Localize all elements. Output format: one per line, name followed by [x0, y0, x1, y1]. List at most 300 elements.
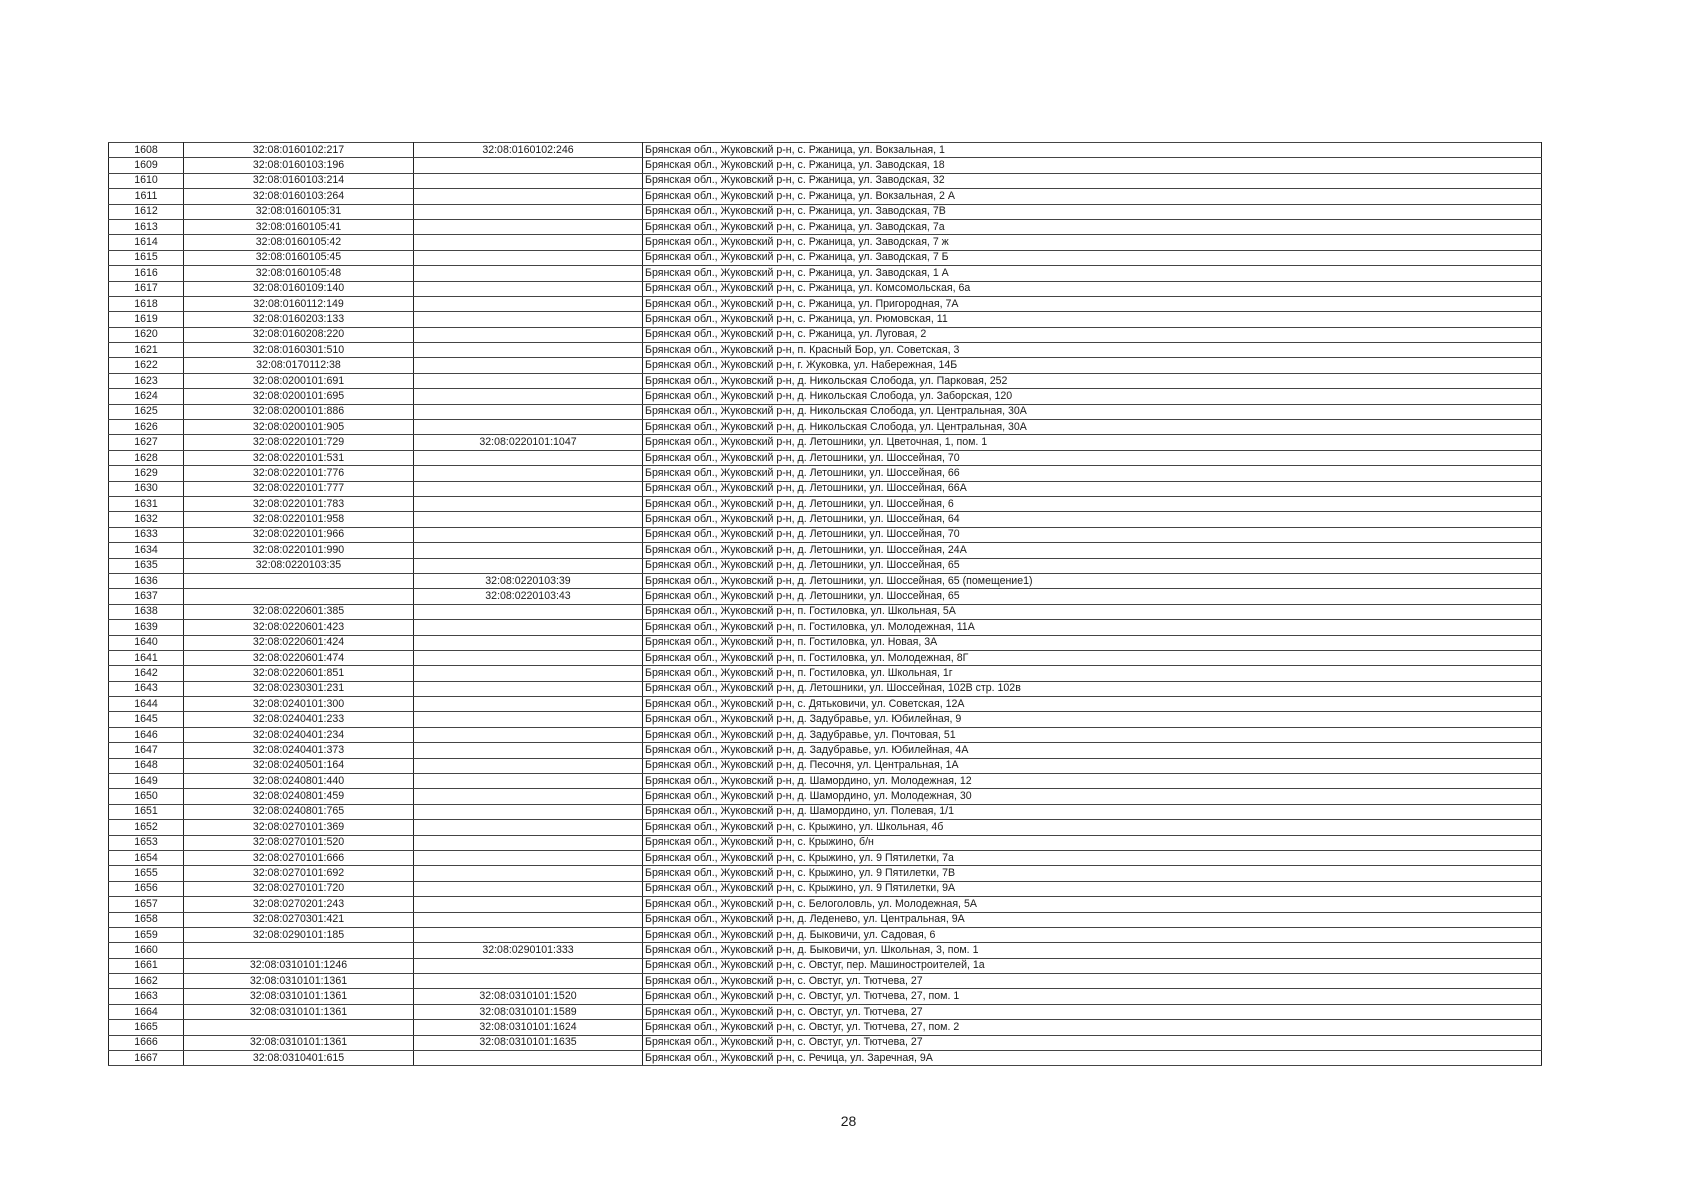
row-number-cell: 1609: [109, 158, 184, 173]
row-number-cell: 1631: [109, 496, 184, 511]
table-row: [109, 204, 1542, 219]
premises-cadastral-number-cell: [414, 897, 643, 912]
premises-cadastral-number-cell: [414, 543, 643, 558]
cadastral-number-cell: 32:08:0240401:233: [184, 712, 414, 727]
table-row: [109, 774, 1542, 789]
row-number-cell: 1640: [109, 635, 184, 650]
address-cell: Брянская обл., Жуковский р-н, д. Летошники, ул. Шоссейная, 66: [643, 466, 1542, 481]
address-cell: Брянская обл., Жуковский р-н, д. Шамордино, ул. Молодежная, 12: [643, 774, 1542, 789]
table-row: [109, 743, 1542, 758]
table-row: [109, 527, 1542, 542]
cadastral-number-cell: 32:08:0270101:720: [184, 881, 414, 896]
table-row: [109, 1004, 1542, 1019]
table-row: [109, 1020, 1542, 1035]
property-table: [108, 142, 1542, 1066]
premises-cadastral-number-cell: [414, 250, 643, 265]
cadastral-number-cell: [184, 1020, 414, 1035]
row-number-cell: 1664: [109, 1004, 184, 1019]
premises-cadastral-number-cell: [414, 1051, 643, 1066]
cadastral-number-cell: 32:08:0220101:777: [184, 481, 414, 496]
row-number-cell: 1636: [109, 573, 184, 588]
premises-cadastral-number-cell: [414, 681, 643, 696]
address-cell: Брянская обл., Жуковский р-н, с. Овстуг, пер. Машиностроителей, 1а: [643, 958, 1542, 973]
table-row: [109, 173, 1542, 188]
address-cell: Брянская обл., Жуковский р-н, с. Крыжино, ул. Школьная, 4б: [643, 820, 1542, 835]
address-cell: Брянская обл., Жуковский р-н, д. Летошники, ул. Шоссейная, 64: [643, 512, 1542, 527]
premises-cadastral-number-cell: [414, 358, 643, 373]
cadastral-number-cell: 32:08:0240101:300: [184, 697, 414, 712]
cadastral-number-cell: 32:08:0160109:140: [184, 281, 414, 296]
address-cell: Брянская обл., Жуковский р-н, с. Ржаница, ул. Вокзальная, 1: [643, 143, 1542, 158]
address-cell: Брянская обл., Жуковский р-н, с. Ржаница, ул. Заводская, 7 ж: [643, 235, 1542, 250]
table-row: [109, 866, 1542, 881]
row-number-cell: 1656: [109, 881, 184, 896]
address-cell: Брянская обл., Жуковский р-н, с. Ржаница, ул. Заводская, 1 А: [643, 266, 1542, 281]
cadastral-number-cell: 32:08:0220101:958: [184, 512, 414, 527]
address-cell: Брянская обл., Жуковский р-н, с. Овстуг, ул. Тютчева, 27, пом. 2: [643, 1020, 1542, 1035]
premises-cadastral-number-cell: [414, 173, 643, 188]
row-number-cell: 1614: [109, 235, 184, 250]
cadastral-number-cell: 32:08:0270201:243: [184, 897, 414, 912]
address-cell: Брянская обл., Жуковский р-н, д. Летошники, ул. Шоссейная, 102В стр. 102в: [643, 681, 1542, 696]
cadastral-number-cell: 32:08:0160301:510: [184, 343, 414, 358]
cadastral-number-cell: 32:08:0230301:231: [184, 681, 414, 696]
row-number-cell: 1619: [109, 312, 184, 327]
premises-cadastral-number-cell: [414, 666, 643, 681]
table-row: [109, 481, 1542, 496]
address-cell: Брянская обл., Жуковский р-н, д. Летошники, ул. Шоссейная, 24А: [643, 543, 1542, 558]
table-row: [109, 989, 1542, 1004]
premises-cadastral-number-cell: [414, 296, 643, 311]
row-number-cell: 1650: [109, 789, 184, 804]
cadastral-number-cell: 32:08:0220101:966: [184, 527, 414, 542]
premises-cadastral-number-cell: [414, 266, 643, 281]
table-row: [109, 512, 1542, 527]
row-number-cell: 1616: [109, 266, 184, 281]
premises-cadastral-number-cell: [414, 527, 643, 542]
cadastral-number-cell: 32:08:0200101:695: [184, 389, 414, 404]
table-row: [109, 943, 1542, 958]
table-row: [109, 897, 1542, 912]
address-cell: Брянская обл., Жуковский р-н, с. Ржаница, ул. Рюмовская, 11: [643, 312, 1542, 327]
address-cell: Брянская обл., Жуковский р-н, с. Крыжино, б/н: [643, 835, 1542, 850]
cadastral-number-cell: 32:08:0290101:185: [184, 927, 414, 942]
table-row: [109, 219, 1542, 234]
row-number-cell: 1638: [109, 604, 184, 619]
cadastral-number-cell: 32:08:0160105:48: [184, 266, 414, 281]
row-number-cell: 1613: [109, 219, 184, 234]
cadastral-number-cell: 32:08:0310101:1361: [184, 1004, 414, 1019]
table-row: [109, 635, 1542, 650]
row-number-cell: 1625: [109, 404, 184, 419]
cadastral-number-cell: 32:08:0200101:886: [184, 404, 414, 419]
cadastral-number-cell: 32:08:0240501:164: [184, 758, 414, 773]
cadastral-number-cell: 32:08:0310101:1361: [184, 989, 414, 1004]
premises-cadastral-number-cell: 32:08:0220101:1047: [414, 435, 643, 450]
cadastral-number-cell: 32:08:0160102:217: [184, 143, 414, 158]
cadastral-number-cell: 32:08:0310101:1361: [184, 1035, 414, 1050]
address-cell: Брянская обл., Жуковский р-н, д. Леденево, ул. Центральная, 9А: [643, 912, 1542, 927]
address-cell: Брянская обл., Жуковский р-н, с. Речица, ул. Заречная, 9А: [643, 1051, 1542, 1066]
address-cell: Брянская обл., Жуковский р-н, д. Шамордино, ул. Полевая, 1/1: [643, 804, 1542, 819]
cadastral-number-cell: 32:08:0160112:149: [184, 296, 414, 311]
cadastral-number-cell: 32:08:0160105:31: [184, 204, 414, 219]
premises-cadastral-number-cell: [414, 866, 643, 881]
table-row: [109, 296, 1542, 311]
premises-cadastral-number-cell: [414, 958, 643, 973]
table-row: [109, 604, 1542, 619]
cadastral-number-cell: 32:08:0240401:234: [184, 727, 414, 742]
row-number-cell: 1618: [109, 296, 184, 311]
row-number-cell: 1620: [109, 327, 184, 342]
premises-cadastral-number-cell: [414, 820, 643, 835]
cadastral-number-cell: 32:08:0220101:776: [184, 466, 414, 481]
table-row: [109, 850, 1542, 865]
table-row: [109, 958, 1542, 973]
row-number-cell: 1666: [109, 1035, 184, 1050]
row-number-cell: 1644: [109, 697, 184, 712]
address-cell: Брянская обл., Жуковский р-н, с. Крыжино, ул. 9 Пятилетки, 7В: [643, 866, 1542, 881]
row-number-cell: 1652: [109, 820, 184, 835]
premises-cadastral-number-cell: [414, 727, 643, 742]
cadastral-number-cell: 32:08:0160103:196: [184, 158, 414, 173]
row-number-cell: 1635: [109, 558, 184, 573]
address-cell: Брянская обл., Жуковский р-н, с. Ржаница, ул. Луговая, 2: [643, 327, 1542, 342]
cadastral-number-cell: 32:08:0160103:214: [184, 173, 414, 188]
table-row: [109, 466, 1542, 481]
premises-cadastral-number-cell: 32:08:0220103:39: [414, 573, 643, 588]
row-number-cell: 1648: [109, 758, 184, 773]
row-number-cell: 1645: [109, 712, 184, 727]
address-cell: Брянская обл., Жуковский р-н, д. Летошники, ул. Шоссейная, 65: [643, 558, 1542, 573]
row-number-cell: 1654: [109, 850, 184, 865]
cadastral-number-cell: 32:08:0160208:220: [184, 327, 414, 342]
row-number-cell: 1626: [109, 420, 184, 435]
table-row: [109, 281, 1542, 296]
row-number-cell: 1655: [109, 866, 184, 881]
premises-cadastral-number-cell: [414, 158, 643, 173]
address-cell: Брянская обл., Жуковский р-н, п. Гостиловка, ул. Школьная, 1г: [643, 666, 1542, 681]
row-number-cell: 1646: [109, 727, 184, 742]
table-row: [109, 620, 1542, 635]
row-number-cell: 1663: [109, 989, 184, 1004]
table-row: [109, 312, 1542, 327]
table-row: [109, 835, 1542, 850]
address-cell: Брянская обл., Жуковский р-н, с. Ржаница, ул. Заводская, 7а: [643, 219, 1542, 234]
table-row: [109, 697, 1542, 712]
premises-cadastral-number-cell: [414, 219, 643, 234]
premises-cadastral-number-cell: [414, 789, 643, 804]
table-row: [109, 573, 1542, 588]
address-cell: Брянская обл., Жуковский р-н, п. Гостиловка, ул. Школьная, 5А: [643, 604, 1542, 619]
address-cell: Брянская обл., Жуковский р-н, д. Летошники, ул. Шоссейная, 6: [643, 496, 1542, 511]
address-cell: Брянская обл., Жуковский р-н, д. Летошники, ул. Цветочная, 1, пом. 1: [643, 435, 1542, 450]
cadastral-number-cell: 32:08:0160105:41: [184, 219, 414, 234]
premises-cadastral-number-cell: [414, 466, 643, 481]
address-cell: Брянская обл., Жуковский р-н, д. Летошники, ул. Шоссейная, 70: [643, 450, 1542, 465]
row-number-cell: 1665: [109, 1020, 184, 1035]
cadastral-number-cell: 32:08:0170112:38: [184, 358, 414, 373]
row-number-cell: 1660: [109, 943, 184, 958]
table-row: [109, 158, 1542, 173]
table-row: [109, 881, 1542, 896]
address-cell: Брянская обл., Жуковский р-н, д. Шамордино, ул. Молодежная, 30: [643, 789, 1542, 804]
address-cell: Брянская обл., Жуковский р-н, с. Ржаница, ул. Заводская, 7 Б: [643, 250, 1542, 265]
row-number-cell: 1657: [109, 897, 184, 912]
row-number-cell: 1634: [109, 543, 184, 558]
address-cell: Брянская обл., Жуковский р-н, д. Никольская Слобода, ул. Центральная, 30А: [643, 404, 1542, 419]
row-number-cell: 1629: [109, 466, 184, 481]
cadastral-number-cell: 32:08:0240801:765: [184, 804, 414, 819]
address-cell: Брянская обл., Жуковский р-н, д. Задубравье, ул. Юбилейная, 4А: [643, 743, 1542, 758]
premises-cadastral-number-cell: 32:08:0310101:1635: [414, 1035, 643, 1050]
table-row: [109, 666, 1542, 681]
cadastral-number-cell: 32:08:0310101:1246: [184, 958, 414, 973]
table-row: [109, 496, 1542, 511]
address-cell: Брянская обл., Жуковский р-н, с. Овстуг, ул. Тютчева, 27, пом. 1: [643, 989, 1542, 1004]
premises-cadastral-number-cell: [414, 835, 643, 850]
address-cell: Брянская обл., Жуковский р-н, с. Ржаница, ул. Комсомольская, 6а: [643, 281, 1542, 296]
row-number-cell: 1627: [109, 435, 184, 450]
cadastral-number-cell: 32:08:0220601:851: [184, 666, 414, 681]
premises-cadastral-number-cell: [414, 496, 643, 511]
row-number-cell: 1641: [109, 650, 184, 665]
premises-cadastral-number-cell: [414, 620, 643, 635]
cadastral-number-cell: 32:08:0220601:423: [184, 620, 414, 635]
premises-cadastral-number-cell: [414, 450, 643, 465]
row-number-cell: 1653: [109, 835, 184, 850]
cadastral-number-cell: 32:08:0160105:45: [184, 250, 414, 265]
address-cell: Брянская обл., Жуковский р-н, д. Никольская Слобода, ул. Центральная, 30А: [643, 420, 1542, 435]
address-cell: Брянская обл., Жуковский р-н, с. Овстуг, ул. Тютчева, 27: [643, 1035, 1542, 1050]
row-number-cell: 1617: [109, 281, 184, 296]
table-row: [109, 912, 1542, 927]
cadastral-number-cell: 32:08:0310401:615: [184, 1051, 414, 1066]
row-number-cell: 1649: [109, 774, 184, 789]
row-number-cell: 1610: [109, 173, 184, 188]
premises-cadastral-number-cell: [414, 758, 643, 773]
cadastral-number-cell: 32:08:0220101:783: [184, 496, 414, 511]
address-cell: Брянская обл., Жуковский р-н, с. Ржаница, ул. Заводская, 32: [643, 173, 1542, 188]
table-row: [109, 1051, 1542, 1066]
table-row: [109, 543, 1542, 558]
row-number-cell: 1651: [109, 804, 184, 819]
address-cell: Брянская обл., Жуковский р-н, с. Крыжино, ул. 9 Пятилетки, 9А: [643, 881, 1542, 896]
premises-cadastral-number-cell: [414, 281, 643, 296]
cadastral-number-cell: 32:08:0270301:421: [184, 912, 414, 927]
table-row: [109, 343, 1542, 358]
premises-cadastral-number-cell: [414, 481, 643, 496]
cadastral-number-cell: 32:08:0200101:905: [184, 420, 414, 435]
address-cell: Брянская обл., Жуковский р-н, д. Никольская Слобода, ул. Заборская, 120: [643, 389, 1542, 404]
premises-cadastral-number-cell: 32:08:0310101:1520: [414, 989, 643, 1004]
premises-cadastral-number-cell: [414, 558, 643, 573]
cadastral-number-cell: 32:08:0270101:369: [184, 820, 414, 835]
premises-cadastral-number-cell: [414, 235, 643, 250]
address-cell: Брянская обл., Жуковский р-н, д. Летошники, ул. Шоссейная, 66А: [643, 481, 1542, 496]
cadastral-number-cell: [184, 943, 414, 958]
row-number-cell: 1633: [109, 527, 184, 542]
premises-cadastral-number-cell: [414, 189, 643, 204]
cadastral-number-cell: 32:08:0200101:691: [184, 373, 414, 388]
cadastral-number-cell: 32:08:0220601:474: [184, 650, 414, 665]
table-row: [109, 420, 1542, 435]
premises-cadastral-number-cell: [414, 912, 643, 927]
premises-cadastral-number-cell: [414, 850, 643, 865]
table-row: [109, 974, 1542, 989]
cadastral-number-cell: 32:08:0270101:692: [184, 866, 414, 881]
table-row: [109, 650, 1542, 665]
table-row: [109, 681, 1542, 696]
row-number-cell: 1667: [109, 1051, 184, 1066]
address-cell: Брянская обл., Жуковский р-н, п. Гостиловка, ул. Молодежная, 11А: [643, 620, 1542, 635]
row-number-cell: 1623: [109, 373, 184, 388]
premises-cadastral-number-cell: 32:08:0160102:246: [414, 143, 643, 158]
cadastral-number-cell: 32:08:0240401:373: [184, 743, 414, 758]
table-row: [109, 373, 1542, 388]
premises-cadastral-number-cell: 32:08:0220103:43: [414, 589, 643, 604]
premises-cadastral-number-cell: [414, 404, 643, 419]
table-row: [109, 250, 1542, 265]
row-number-cell: 1632: [109, 512, 184, 527]
address-cell: Брянская обл., Жуковский р-н, с. Ржаница, ул. Заводская, 18: [643, 158, 1542, 173]
table-row: [109, 789, 1542, 804]
cadastral-number-cell: 32:08:0160103:264: [184, 189, 414, 204]
table-row: [109, 450, 1542, 465]
row-number-cell: 1639: [109, 620, 184, 635]
row-number-cell: 1612: [109, 204, 184, 219]
cadastral-number-cell: 32:08:0160105:42: [184, 235, 414, 250]
address-cell: Брянская обл., Жуковский р-н, с. Ржаница, ул. Пригородная, 7А: [643, 296, 1542, 311]
row-number-cell: 1637: [109, 589, 184, 604]
row-number-cell: 1624: [109, 389, 184, 404]
address-cell: Брянская обл., Жуковский р-н, п. Гостиловка, ул. Новая, 3А: [643, 635, 1542, 650]
address-cell: Брянская обл., Жуковский р-н, д. Быковичи, ул. Школьная, 3, пом. 1: [643, 943, 1542, 958]
cadastral-number-cell: 32:08:0220601:385: [184, 604, 414, 619]
premises-cadastral-number-cell: [414, 604, 643, 619]
address-cell: Брянская обл., Жуковский р-н, д. Задубравье, ул. Почтовая, 51: [643, 727, 1542, 742]
address-cell: Брянская обл., Жуковский р-н, п. Красный Бор, ул. Советская, 3: [643, 343, 1542, 358]
premises-cadastral-number-cell: [414, 312, 643, 327]
row-number-cell: 1661: [109, 958, 184, 973]
table-row: [109, 712, 1542, 727]
premises-cadastral-number-cell: 32:08:0290101:333: [414, 943, 643, 958]
row-number-cell: 1608: [109, 143, 184, 158]
premises-cadastral-number-cell: [414, 420, 643, 435]
table-row: [109, 804, 1542, 819]
cadastral-number-cell: 32:08:0310101:1361: [184, 974, 414, 989]
table-row: [109, 389, 1542, 404]
premises-cadastral-number-cell: 32:08:0310101:1589: [414, 1004, 643, 1019]
table-row: [109, 1035, 1542, 1050]
address-cell: Брянская обл., Жуковский р-н, д. Летошники, ул. Шоссейная, 70: [643, 527, 1542, 542]
table-row: [109, 358, 1542, 373]
table-row: [109, 327, 1542, 342]
table-row: [109, 435, 1542, 450]
table-row: [109, 404, 1542, 419]
premises-cadastral-number-cell: 32:08:0310101:1624: [414, 1020, 643, 1035]
address-cell: Брянская обл., Жуковский р-н, д. Летошники, ул. Шоссейная, 65 (помещение1): [643, 573, 1542, 588]
cadastral-number-cell: 32:08:0220101:729: [184, 435, 414, 450]
address-cell: Брянская обл., Жуковский р-н, д. Быковичи, ул. Садовая, 6: [643, 927, 1542, 942]
cadastral-number-cell: 32:08:0220101:990: [184, 543, 414, 558]
table-row: [109, 758, 1542, 773]
premises-cadastral-number-cell: [414, 743, 643, 758]
premises-cadastral-number-cell: [414, 697, 643, 712]
address-cell: Брянская обл., Жуковский р-н, с. Овстуг, ул. Тютчева, 27: [643, 974, 1542, 989]
page-number: 28: [840, 1113, 857, 1129]
row-number-cell: 1621: [109, 343, 184, 358]
row-number-cell: 1622: [109, 358, 184, 373]
premises-cadastral-number-cell: [414, 512, 643, 527]
premises-cadastral-number-cell: [414, 974, 643, 989]
cadastral-number-cell: 32:08:0240801:459: [184, 789, 414, 804]
premises-cadastral-number-cell: [414, 881, 643, 896]
premises-cadastral-number-cell: [414, 804, 643, 819]
table-row: [109, 589, 1542, 604]
premises-cadastral-number-cell: [414, 204, 643, 219]
cadastral-number-cell: [184, 589, 414, 604]
table-row: [109, 727, 1542, 742]
address-cell: Брянская обл., Жуковский р-н, д. Никольская Слобода, ул. Парковая, 252: [643, 373, 1542, 388]
row-number-cell: 1630: [109, 481, 184, 496]
premises-cadastral-number-cell: [414, 635, 643, 650]
address-cell: Брянская обл., Жуковский р-н, с. Ржаница, ул. Вокзальная, 2 А: [643, 189, 1542, 204]
premises-cadastral-number-cell: [414, 712, 643, 727]
address-cell: Брянская обл., Жуковский р-н, г. Жуковка, ул. Набережная, 14Б: [643, 358, 1542, 373]
table-row: [109, 189, 1542, 204]
address-cell: Брянская обл., Жуковский р-н, с. Ржаница, ул. Заводская, 7В: [643, 204, 1542, 219]
row-number-cell: 1643: [109, 681, 184, 696]
table-row: [109, 558, 1542, 573]
address-cell: Брянская обл., Жуковский р-н, с. Крыжино, ул. 9 Пятилетки, 7а: [643, 850, 1542, 865]
cadastral-number-cell: 32:08:0240801:440: [184, 774, 414, 789]
address-cell: Брянская обл., Жуковский р-н, д. Летошники, ул. Шоссейная, 65: [643, 589, 1542, 604]
premises-cadastral-number-cell: [414, 650, 643, 665]
row-number-cell: 1659: [109, 927, 184, 942]
cadastral-number-cell: 32:08:0220103:35: [184, 558, 414, 573]
cadastral-number-cell: 32:08:0160203:133: [184, 312, 414, 327]
address-cell: Брянская обл., Жуковский р-н, с. Овстуг, ул. Тютчева, 27: [643, 1004, 1542, 1019]
premises-cadastral-number-cell: [414, 327, 643, 342]
row-number-cell: 1611: [109, 189, 184, 204]
cadastral-number-cell: 32:08:0220101:531: [184, 450, 414, 465]
premises-cadastral-number-cell: [414, 774, 643, 789]
row-number-cell: 1615: [109, 250, 184, 265]
table-body: [109, 143, 1542, 1066]
row-number-cell: 1662: [109, 974, 184, 989]
address-cell: Брянская обл., Жуковский р-н, с. Белоголовль, ул. Молодежная, 5А: [643, 897, 1542, 912]
row-number-cell: 1658: [109, 912, 184, 927]
table-row: [109, 820, 1542, 835]
cadastral-number-cell: 32:08:0220601:424: [184, 635, 414, 650]
address-cell: Брянская обл., Жуковский р-н, с. Дятьковичи, ул. Советская, 12А: [643, 697, 1542, 712]
premises-cadastral-number-cell: [414, 389, 643, 404]
row-number-cell: 1647: [109, 743, 184, 758]
table-row: [109, 266, 1542, 281]
cadastral-number-cell: 32:08:0270101:520: [184, 835, 414, 850]
row-number-cell: 1642: [109, 666, 184, 681]
address-cell: Брянская обл., Жуковский р-н, п. Гостиловка, ул. Молодежная, 8Г: [643, 650, 1542, 665]
cadastral-number-cell: [184, 573, 414, 588]
table-row: [109, 143, 1542, 158]
premises-cadastral-number-cell: [414, 343, 643, 358]
cadastral-number-cell: 32:08:0270101:666: [184, 850, 414, 865]
address-cell: Брянская обл., Жуковский р-н, д. Задубравье, ул. Юбилейная, 9: [643, 712, 1542, 727]
table-row: [109, 927, 1542, 942]
address-cell: Брянская обл., Жуковский р-н, д. Песочня, ул. Центральная, 1А: [643, 758, 1542, 773]
table-row: [109, 235, 1542, 250]
